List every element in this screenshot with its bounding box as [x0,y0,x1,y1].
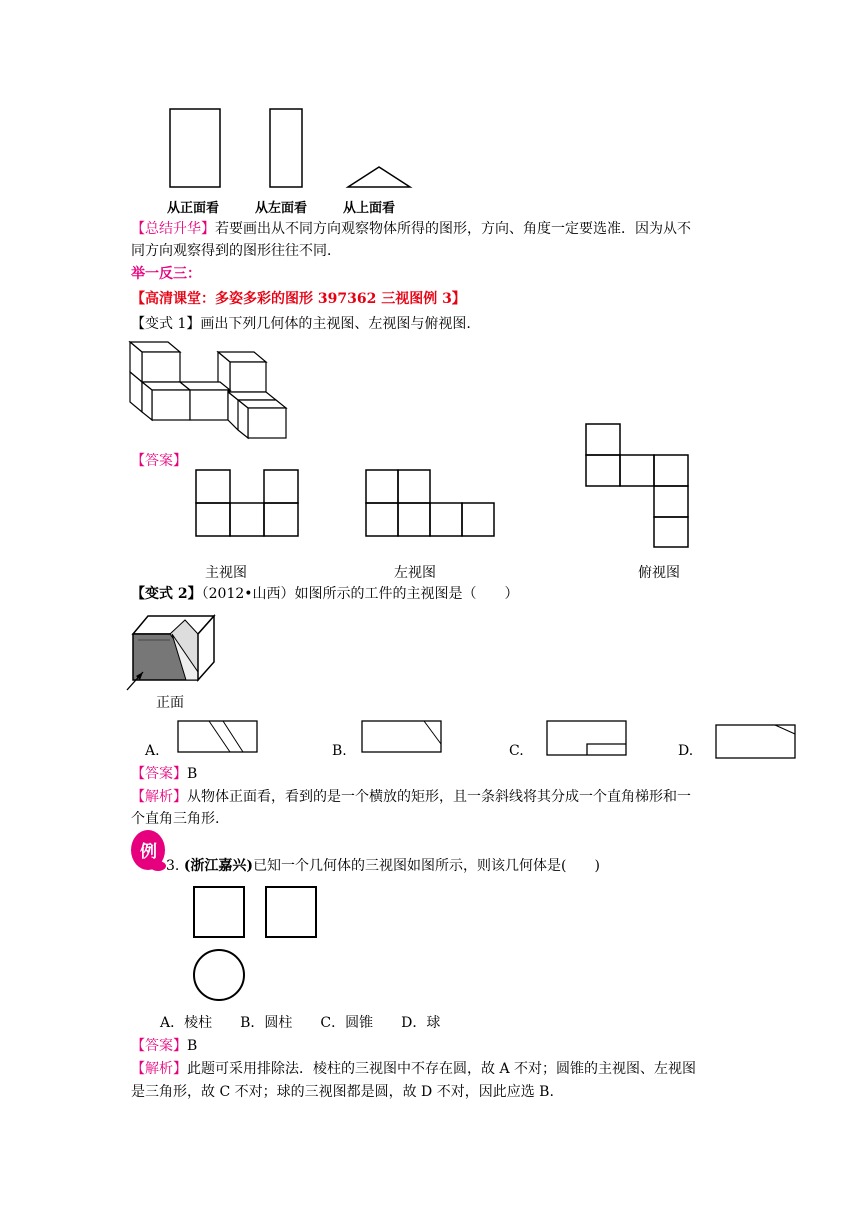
variant1-tag: 【变式 1】 [131,316,201,332]
left-view-label: 从左面看 [255,201,308,216]
example3-answer-tag: 【答案】 [131,1038,187,1054]
front-view-label: 从正面看 [167,201,220,216]
main-view-label: 主视图 [205,565,247,581]
variant2-answer-tag: 【答案】 [131,766,187,782]
example3-options: A．棱柱 B．圆柱 C．圆锥 D．球 [160,1015,441,1031]
example3-source: (浙江嘉兴) [183,858,254,874]
variant1-answer-tag: 【答案】 [131,453,187,469]
example3-analysis [131,1058,696,1080]
left-view-label-2: 左视图 [394,565,436,581]
top-view-label-2: 俯视图 [638,565,680,581]
variant2-analysis-line-1: 从物体正面看，看到的是一个横放的矩形，且一条斜线将其分成一个直角梯形和一 [187,789,691,805]
variant2-answer-value: B [187,766,198,782]
example3-analysis-tag: 【解析】 [131,1061,187,1077]
summary-line-1: 若要画出从不同方向观察物体所得的图形，方向、角度一定要选准．因为从不 [215,221,691,237]
example3-answer-value: B [187,1038,198,1054]
variant2-analysis-tag: 【解析】 [131,789,187,805]
example3-question-text: 已知一个几何体的三视图如图所示，则该几何体是( ) [253,858,600,874]
top-view-label: 从上面看 [343,201,396,216]
example3-analysis-line-2: 是三角形，故 C 不对；球的三视图都是圆，故 D 不对，因此应选 B. [131,1084,554,1100]
variant1-question-text: 画出下列几何体的主视图、左视图与俯视图. [200,316,471,332]
option-c-label[interactable]: C. [509,743,524,759]
variant2-analysis-line-2: 个直角三角形. [131,811,220,827]
hd-class-link[interactable]: 【高清课堂：多姿多彩的图形 397362 三视图例 3】 [131,291,466,307]
summary-tag: 【总结升华】 [131,221,215,237]
front-caption: 正面 [156,695,184,711]
example3-analysis-line-1: 此题可采用排除法．棱柱的三视图中不存在圆，故 A 不对；圆锥的主视图、左视图 [187,1061,697,1077]
option-d-label[interactable]: D. [678,743,694,759]
summary-line-2: 同方向观察得到的图形往往不同． [131,243,341,259]
option-a-label[interactable]: A. [145,743,160,759]
option-b-label[interactable]: B. [332,743,347,759]
variant2-question-text: （2012•山西）如图所示的工件的主视图是（ ） [201,586,519,602]
practice-heading: 举一反三： [131,266,201,282]
example-badge-text: 例 [140,842,157,862]
example3-number: 3. [166,858,180,874]
example3-answer [131,1035,197,1057]
variant2-tag: 【变式 2】 [131,586,202,602]
